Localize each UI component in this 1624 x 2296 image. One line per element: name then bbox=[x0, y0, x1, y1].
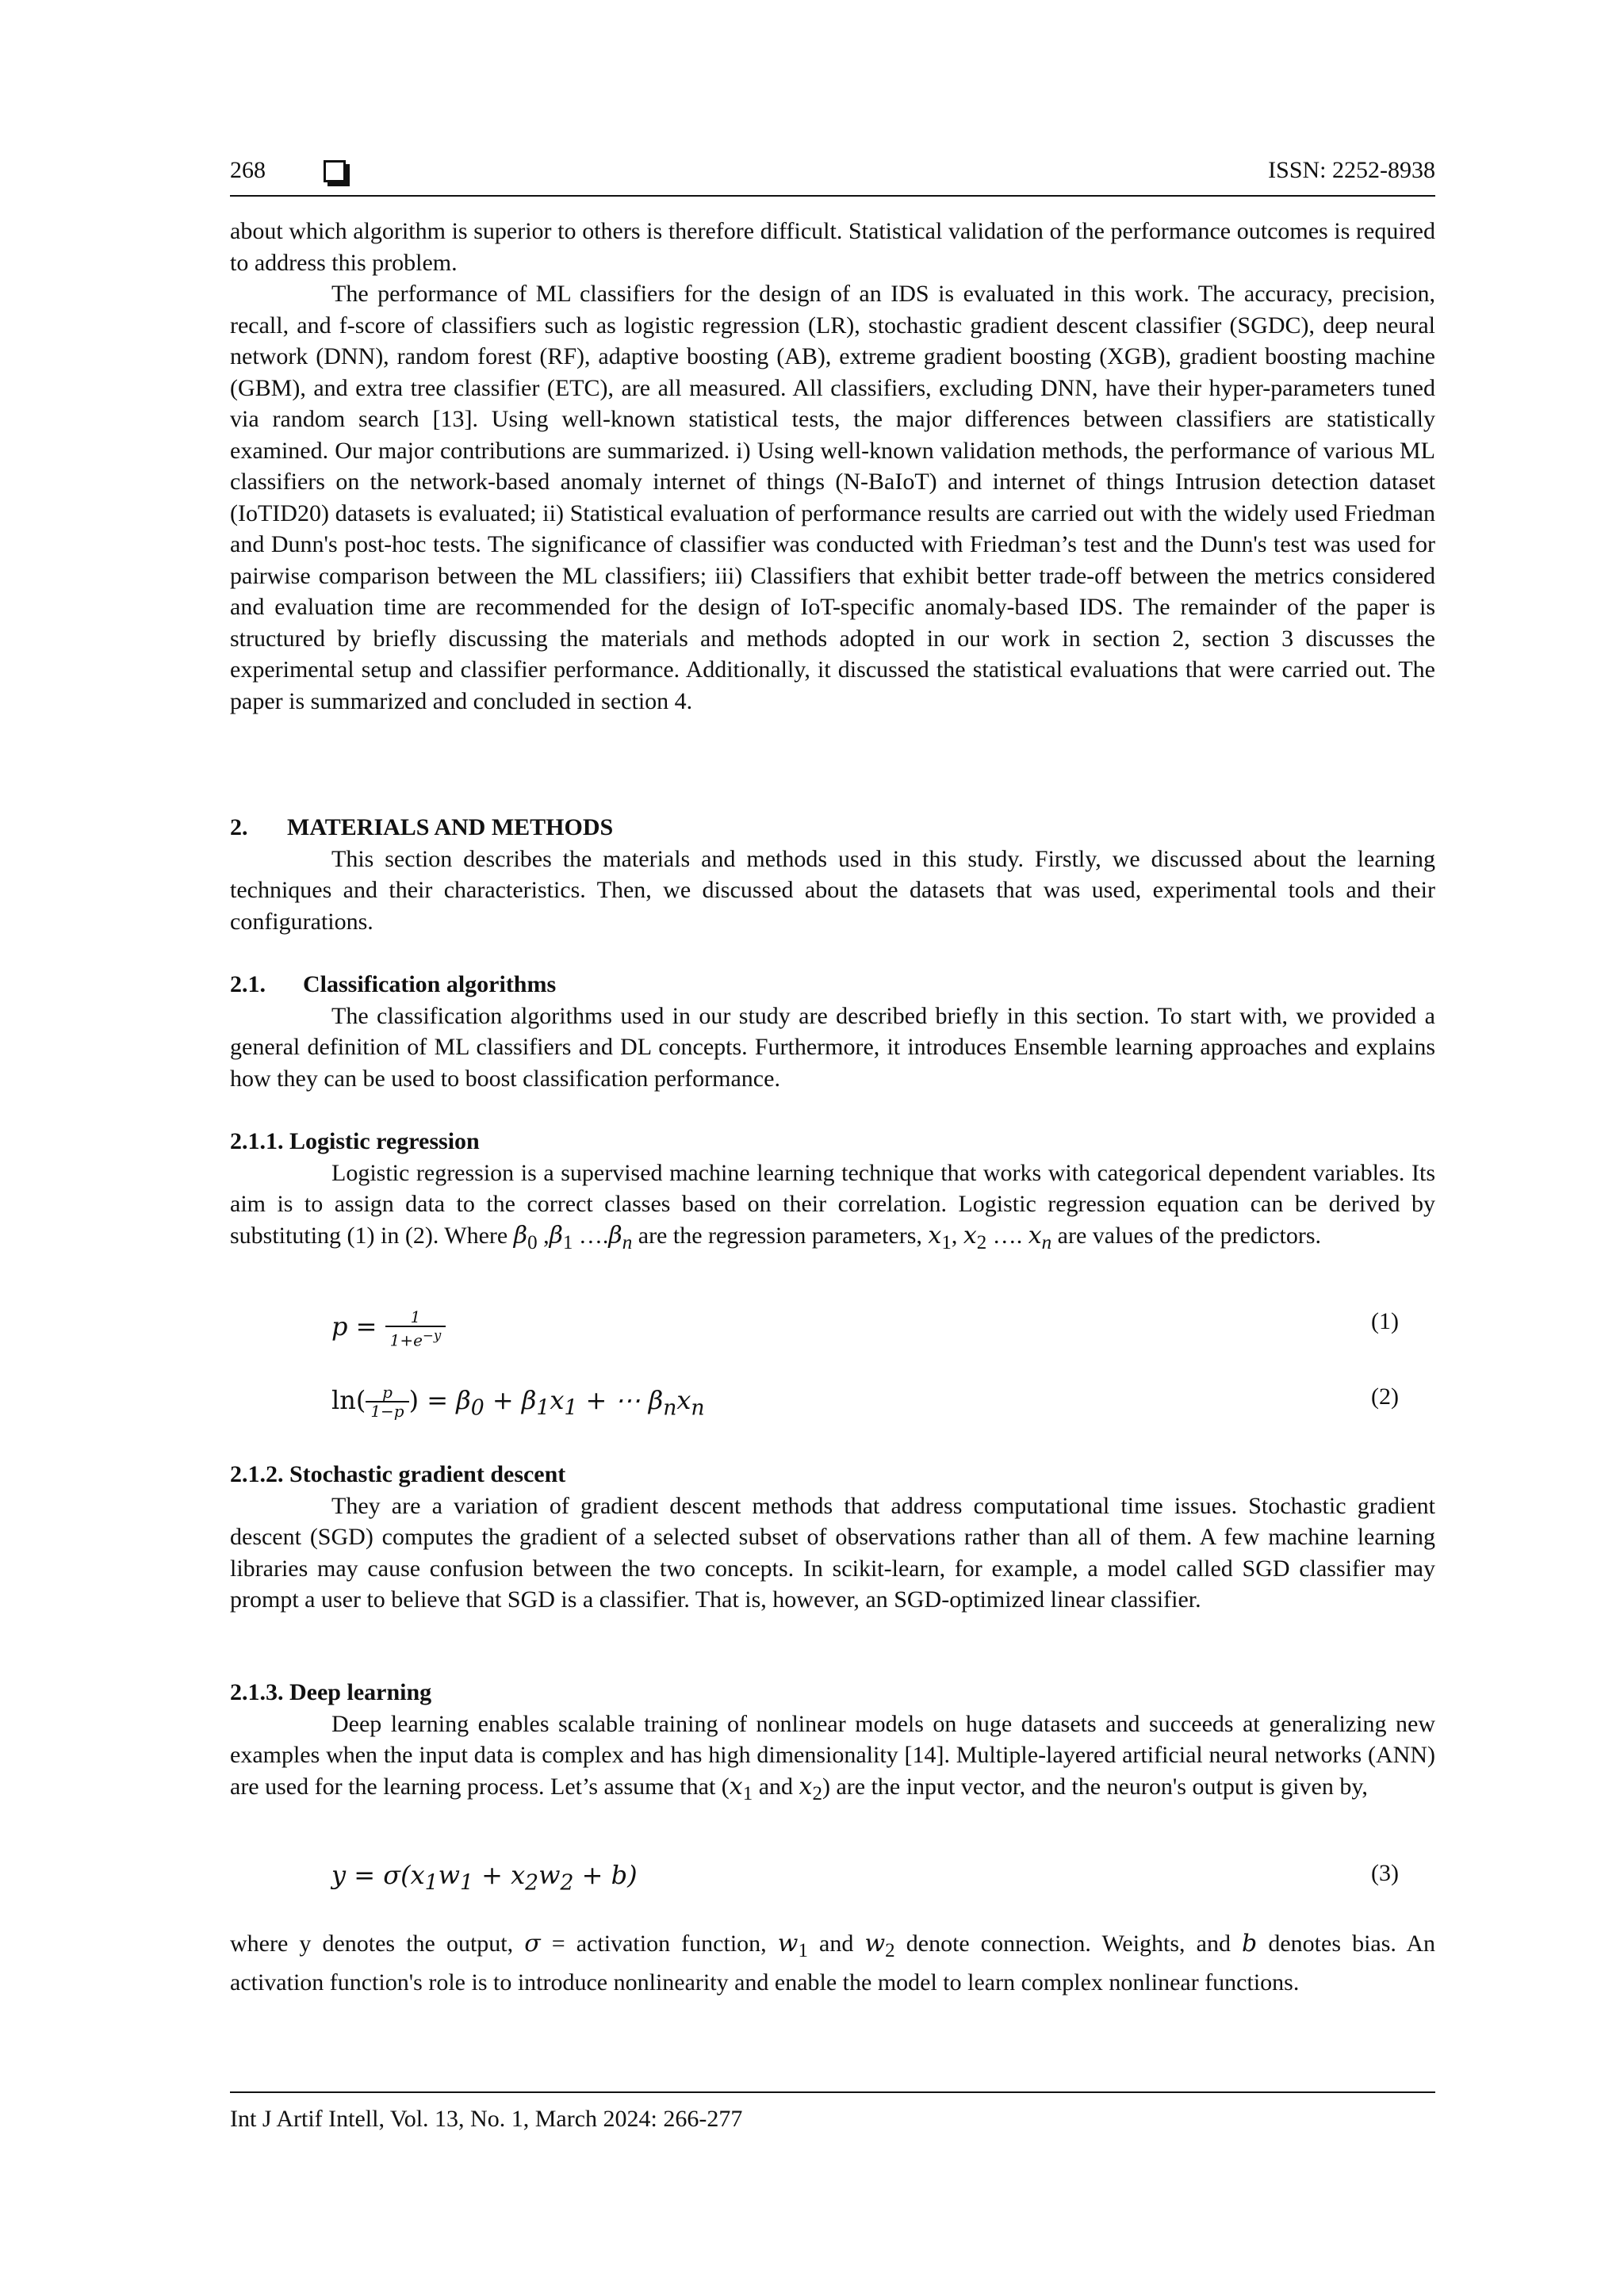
section-2-1-3-continuation bbox=[230, 1928, 1435, 1998]
section-2-paragraph: This section describes the materials and methods used in this study. Firstly, we discussed about the learning techniques and their characteristics. Then, we discussed about the datasets that was used, experimental tools and their configurations. bbox=[230, 845, 1435, 935]
section-2-1-1-paragraph: Logistic regression is a supervised machine learning technique that works with categorical dependent variables. Its aim is to assign data to the correct classes based on their correlation. Logistic regression equation can be derived by substituting (1) in (2). Where $\beta_0$ $,\beta_1$ $\dots.\beta_n$ are the regression parameters, $x_1$, $x_2$ …. $x_n$ are values of the predictors. bbox=[230, 1159, 1435, 1253]
section-2-1 bbox=[230, 969, 1435, 1094]
subsubsection-heading: 2.1.1. Logistic regression bbox=[230, 1128, 480, 1154]
section-2-1-2-paragraph: They are a variation of gradient descent methods that address computational time issues. Stochastic gradient descent (SGD) computes the gradient of a selected subset of observations rather than all of them. A few machine learning libraries may cause confusion between the two concepts. In scikit-learn, for example, a model called SGD classifier may prompt a user to believe that SGD is a classifier. That is, however, an SGD-optimized linear classifier. bbox=[230, 1492, 1435, 1613]
equation-3: $y = \sigma(x_1w_1 + x_2w_2 + b)$ (3) bbox=[331, 1860, 1399, 1896]
section-2 bbox=[230, 812, 1435, 937]
section-2-1-3-paragraph-2: where y denotes the output, σ = activation function, $w_1$ and $w_2$ denote connection. Weights, and b denotes bias. An activation function's role is to introduce nonlinearity and enable the model to learn complex nonlinear functions. bbox=[230, 1930, 1436, 1996]
subsubsection-heading: 2.1.3. Deep learning bbox=[230, 1679, 432, 1705]
journal-citation: Int J Artif Intell, Vol. 13, No. 1, March 2024: 266-277 bbox=[230, 2106, 743, 2132]
header-rule bbox=[230, 195, 1435, 197]
page-number: 268 bbox=[230, 157, 266, 183]
subsubsection-heading: 2.1.2. Stochastic gradient descent bbox=[230, 1461, 566, 1487]
issn: ISSN: 2252-8938 bbox=[1268, 157, 1435, 183]
section-heading: 2. MATERIALS AND METHODS bbox=[230, 814, 614, 840]
section-2-1-3 bbox=[230, 1677, 1435, 1809]
footer-rule bbox=[230, 2091, 1435, 2093]
section-2-1-paragraph: The classification algorithms used in our study are described briefly in this section. To start with, we provided a general definition of ML classifiers and DL concepts. Furthermore, it introduces Ensemble learning approaches and explains how they can be used to boost classification performance. bbox=[230, 1002, 1435, 1092]
page-header bbox=[230, 157, 1435, 192]
section-2-1-1 bbox=[230, 1126, 1435, 1258]
intro-block bbox=[230, 216, 1435, 717]
equation-2: ln( $\frac{p}{1-p}$ ) = $\beta_0 + \beta_1x_1$ + ⋯ $\beta_nx_n$ (2) bbox=[331, 1383, 1399, 1421]
checkbox-square-icon bbox=[324, 160, 346, 182]
intro-paragraph-1: about which algorithm is superior to others is therefore difficult. Statistical validation of the performance outcomes is required to address this problem. bbox=[230, 218, 1435, 276]
intro-paragraph-2: The performance of ML classifiers for the design of an IDS is evaluated in this work. The accuracy, precision, recall, and f-score of classifiers such as logistic regression (LR), stochastic gradient descent classifier (SGDC), deep neural network (DNN), random forest (RF), adaptive boosting (AB), extreme gradient boosting (XGB), gradient boosting machine (GBM), and extra tree classifier (ETC), are all measured. All classifiers, excluding DNN, have their hyper-parameters tuned via random search [13]. Using well-known statistical tests, the major differences between classifiers are statistically examined. Our major contributions are summarized. i) Using well-known validation methods, the performance of various ML classifiers on the network-based anomaly internet of things (N-BaIoT) and internet of things Intrusion detection dataset (IoTID20) datasets is evaluated; ii) Statistical evaluation of performance results are carried out with the widely used Friedman and Dunn's post-hoc tests. The significance of classifier was conducted with Friedman’s test and the Dunn's test was used for pairwise comparison between the ML classifiers; iii) Classifiers that exhibit better trade-off between the metrics considered and evaluation time are recommended for the design of IoT-specific anomaly-based IDS. The remainder of the paper is structured by briefly discussing the materials and methods adopted in our work in section 2, section 3 discusses the experimental setup and classifier performance. Additionally, it discussed the statistical evaluations that were carried out. The paper is summarized and concluded in section 4. bbox=[230, 281, 1435, 714]
section-2-1-3-paragraph: Deep learning enables scalable training of nonlinear models on huge datasets and succeeds at generalizing new examples when the input data is complex and has high dimensionality [14]. Multiple-layered artificial neural networks (ANN) are used for the learning process. Let’s assume that ($x_1$ and $x_2$) are the input vector, and the neuron's output is given by, bbox=[230, 1710, 1435, 1804]
equation-1: p = $\frac{1}{1+e^{-y}}$ (1) bbox=[331, 1307, 1399, 1350]
section-2-1-2 bbox=[230, 1459, 1435, 1616]
subsection-heading: 2.1. Classification algorithms bbox=[230, 971, 557, 997]
